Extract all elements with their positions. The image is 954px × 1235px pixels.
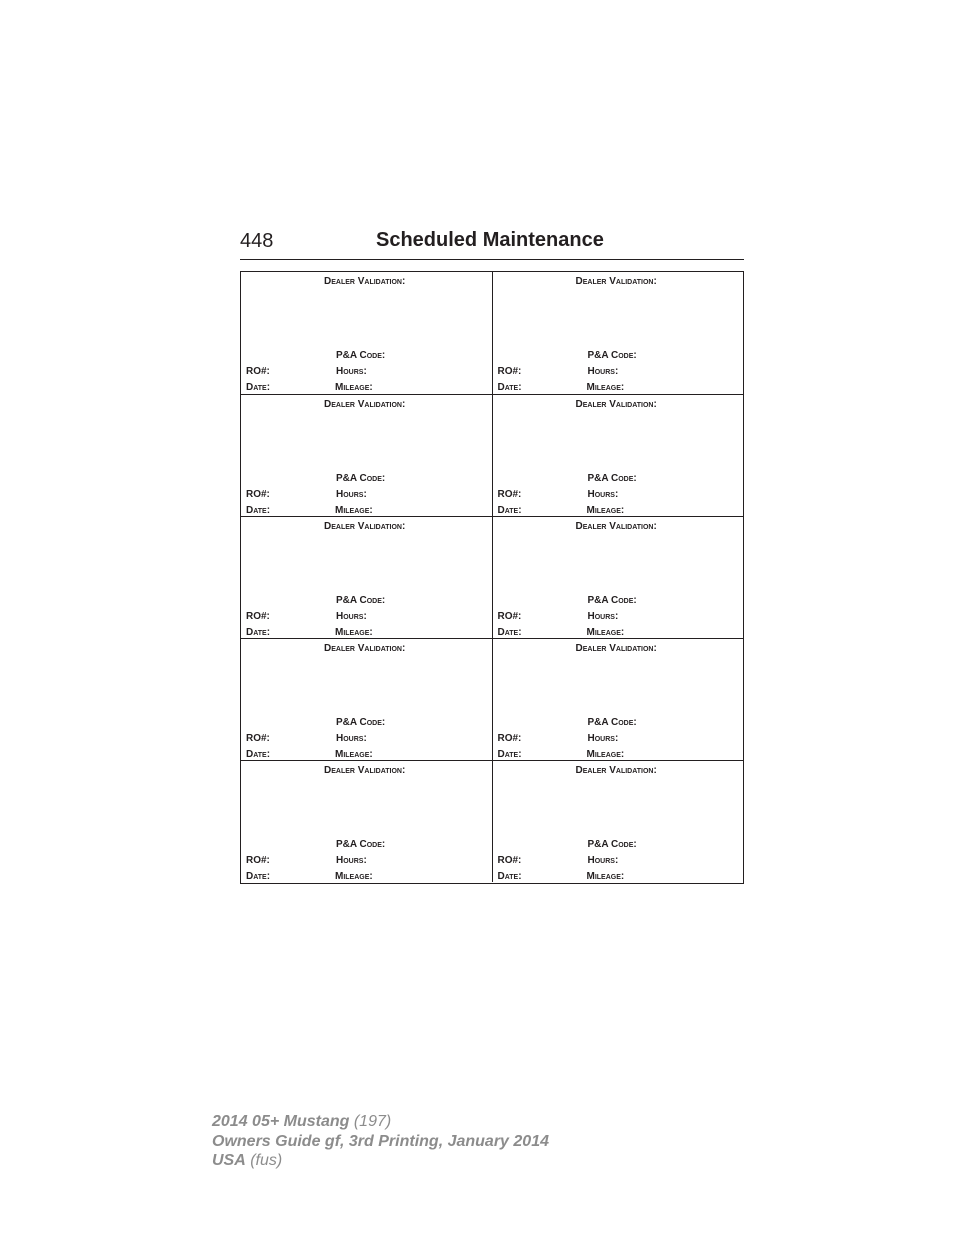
mileage-label: Mileage: <box>335 871 373 882</box>
date-label: Date: <box>497 749 522 760</box>
pa-code-label: P&A Code: <box>336 595 386 606</box>
maintenance-record-cell <box>492 761 744 882</box>
date-label: Date: <box>246 627 271 638</box>
mileage-label: Mileage: <box>335 382 373 393</box>
pa-code-label: P&A Code: <box>587 473 637 484</box>
maintenance-record-cell <box>492 639 744 760</box>
date-label: Date: <box>497 382 522 393</box>
ro-number-label: RO#: <box>246 611 270 622</box>
date-label: Date: <box>246 871 271 882</box>
pa-code-label: P&A Code: <box>336 717 386 728</box>
dealer-validation-label: Dealer Validation: <box>575 276 657 287</box>
date-label: Date: <box>246 505 271 516</box>
header-rule <box>240 259 744 260</box>
page-number: 448 <box>240 230 274 252</box>
hours-label: Hours: <box>587 366 619 377</box>
maintenance-record-cell <box>241 272 492 394</box>
hours-label: Hours: <box>587 611 619 622</box>
pa-code-label: P&A Code: <box>336 473 386 484</box>
ro-number-label: RO#: <box>497 366 522 377</box>
pa-code-label: P&A Code: <box>587 595 637 606</box>
pa-code-label: P&A Code: <box>336 839 386 850</box>
footer-line-3: USA (fus) <box>212 1152 283 1169</box>
mileage-label: Mileage: <box>586 382 625 393</box>
pa-code-label: P&A Code: <box>336 350 386 361</box>
dealer-validation-label: Dealer Validation: <box>324 643 406 654</box>
maintenance-record-cell <box>492 272 744 394</box>
hours-label: Hours: <box>336 611 367 622</box>
mileage-label: Mileage: <box>586 505 625 516</box>
hours-label: Hours: <box>336 733 367 744</box>
ro-number-label: RO#: <box>497 855 522 866</box>
record-row <box>241 394 743 516</box>
mileage-label: Mileage: <box>586 749 625 760</box>
ro-number-label: RO#: <box>246 733 270 744</box>
date-label: Date: <box>497 627 522 638</box>
mileage-label: Mileage: <box>335 749 373 760</box>
dealer-validation-label: Dealer Validation: <box>575 765 657 776</box>
dealer-validation-label: Dealer Validation: <box>575 521 657 532</box>
ro-number-label: RO#: <box>497 489 522 500</box>
hours-label: Hours: <box>587 489 619 500</box>
date-label: Date: <box>497 871 522 882</box>
maintenance-record-cell <box>492 395 744 516</box>
ro-number-label: RO#: <box>246 489 270 500</box>
maintenance-record-cell <box>241 761 492 882</box>
dealer-validation-label: Dealer Validation: <box>324 399 406 410</box>
page-header <box>240 228 744 258</box>
footer-line-1: 2014 05+ Mustang (197) <box>212 1113 392 1130</box>
ro-number-label: RO#: <box>246 366 270 377</box>
footer-line-2: Owners Guide gf, 3rd Printing, January 2014 <box>212 1132 549 1150</box>
ro-number-label: RO#: <box>497 733 522 744</box>
record-row <box>241 272 743 394</box>
hours-label: Hours: <box>336 855 367 866</box>
document-footer <box>212 1112 549 1171</box>
section-title: Scheduled Maintenance <box>376 229 604 251</box>
date-label: Date: <box>246 749 271 760</box>
mileage-label: Mileage: <box>335 627 373 638</box>
maintenance-record-grid <box>240 271 744 884</box>
ro-number-label: RO#: <box>246 855 270 866</box>
dealer-validation-label: Dealer Validation: <box>575 643 657 654</box>
hours-label: Hours: <box>587 855 619 866</box>
maintenance-record-cell <box>492 517 744 638</box>
record-row <box>241 516 743 638</box>
pa-code-label: P&A Code: <box>587 717 637 728</box>
maintenance-record-cell <box>241 395 492 516</box>
dealer-validation-label: Dealer Validation: <box>324 765 406 776</box>
dealer-validation-label: Dealer Validation: <box>324 276 406 287</box>
ro-number-label: RO#: <box>497 611 522 622</box>
pa-code-label: P&A Code: <box>587 839 637 850</box>
record-row <box>241 760 743 882</box>
hours-label: Hours: <box>336 366 367 377</box>
hours-label: Hours: <box>587 733 619 744</box>
mileage-label: Mileage: <box>335 505 373 516</box>
mileage-label: Mileage: <box>586 627 625 638</box>
dealer-validation-label: Dealer Validation: <box>324 521 406 532</box>
mileage-label: Mileage: <box>586 871 625 882</box>
maintenance-record-cell <box>241 639 492 760</box>
record-row <box>241 638 743 760</box>
pa-code-label: P&A Code: <box>587 350 637 361</box>
hours-label: Hours: <box>336 489 367 500</box>
dealer-validation-label: Dealer Validation: <box>575 399 657 410</box>
maintenance-record-cell <box>241 517 492 638</box>
date-label: Date: <box>246 382 271 393</box>
date-label: Date: <box>497 505 522 516</box>
